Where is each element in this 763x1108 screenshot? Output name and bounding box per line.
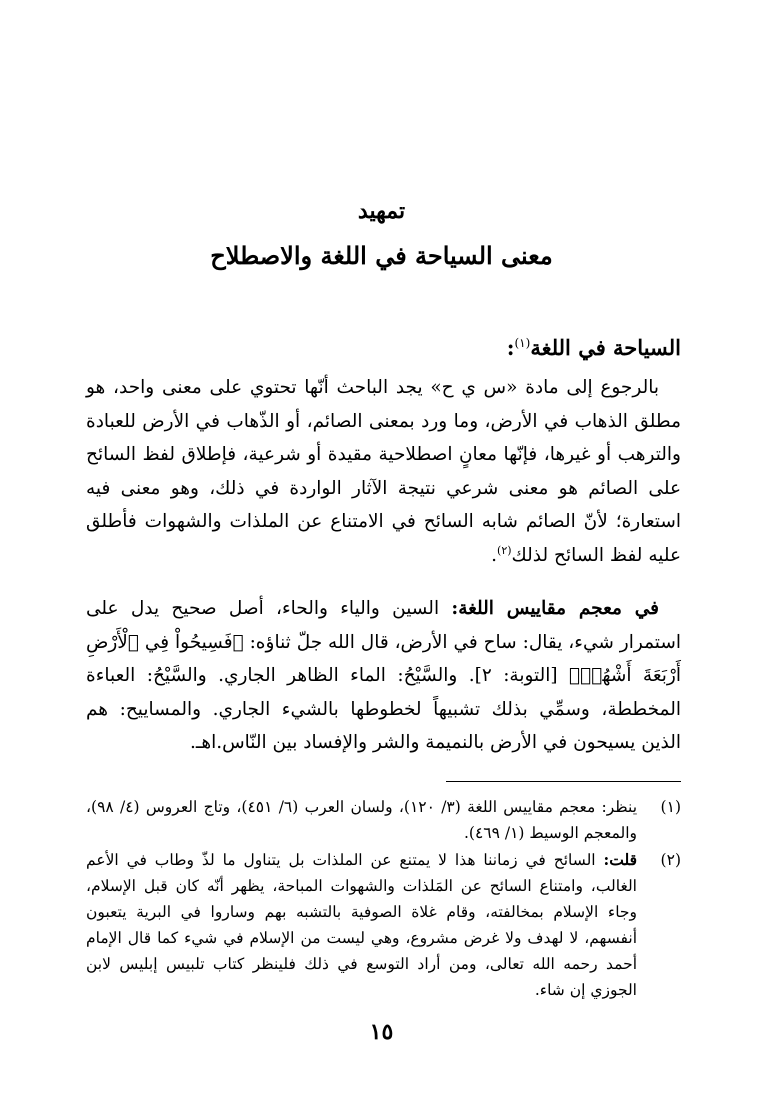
section-heading-text: السياحة في اللغة [530,335,681,360]
paragraph-1-text: بالرجوع إلى مادة «س ي ح» يجد الباحث أنّها تحتوي على معنى واحد، هو مطلق الذهاب في الأرض، وما ورد بمعنى الصائم، أو الذّهاب في الأرض للعبادة والترهب أو غيرها، فإنّها معانٍ اصطلاحية مقيدة أو شرعية، فإطلاق لفظ السائح على الصائم هو معنى شرعي نتيجة الآثار الواردة في ذلك، وهو معنى فيه استعارة؛ لأنّ الصائم شابه السائح في الامتناع عن الملذات والشهوات فأطلق عليه لفظ السائح لذلك [86,377,681,566]
footnote-ref-2[interactable]: (٢) [497,543,512,557]
footnote-2 [86,847,681,1003]
paragraph-2-lead: في معجم مقاييس اللغة: [451,598,659,619]
footnote-1 [86,794,681,846]
footnote-2-text: السائح في زماننا هذا لا يمتنع عن الملذات بل يتناول ما لذّ وطاب في الأعم الغالب، وامتناع السائح عن المَلذات والشهوات المباحة، يظهر أنّه كان قبل الإسلام، وجاء الإسلام بمخالفته، وقام غلاة الصوفية بالتشبه بهم وساروا في البرية يتعبون أنفسهم، لا لهدف ولا غرض مشروع، وهي ليست من الإسلام في شيء كما قال الإمام أحمد رحمه الله تعالى، ومن أراد التوسع في ذلك فلينظر كتاب تلبيس إبليس لابن الجوزي إن شاء. [86,851,637,999]
footnote-1-number: (١) [660,798,681,816]
page-number: ١٥ [369,1019,394,1045]
footnote-2-lead: قلت: [603,850,637,869]
chapter-title: تمهيد [357,198,406,224]
footnote-2-body [86,847,637,1003]
paragraph-1 [86,371,681,572]
footnote-separator [446,781,681,782]
paragraph-1-end: . [491,544,498,566]
footnote-ref-1[interactable]: (١) [514,336,531,350]
section-heading-colon: : [506,335,515,360]
footnote-1-text: ينظر: معجم مقاييس اللغة (٣/ ١٢٠)، ولسان العرب (٦/ ٤٥١)، وتاج العروس (٤/ ٩٨)، والمعجم الوسيط (١/ ٤٦٩). [86,798,638,842]
paragraph-2-text: السين والياء والحاء، أصل صحيح يدل على استمرار شيء، يقال: ساح في الأرض، قال الله جلّ ثناؤه: ﴿فَسِيحُواْ فِي ٱلْأَرْضِ أَرْبَعَةَ أَشْهُرٖ﴾ [التوبة: ٢]. والسَّيْحُ: الماء الظاهر الجاري. والسَّيْحُ: العباءة المخططة، وسمِّي بذلك تشبيهاً لخطوطها بالشيء الجاري. والمساييح: هم الذين يسيحون في الأرض بالنميمة والشر والإفساد بين النّاس.اهـ. [86,598,681,753]
chapter-subtitle: معنى السياحة في اللغة والاصطلاح [210,241,553,270]
footnote-2-number: (٢) [660,851,681,869]
section-heading [507,333,681,363]
paragraph-2 [86,592,681,760]
